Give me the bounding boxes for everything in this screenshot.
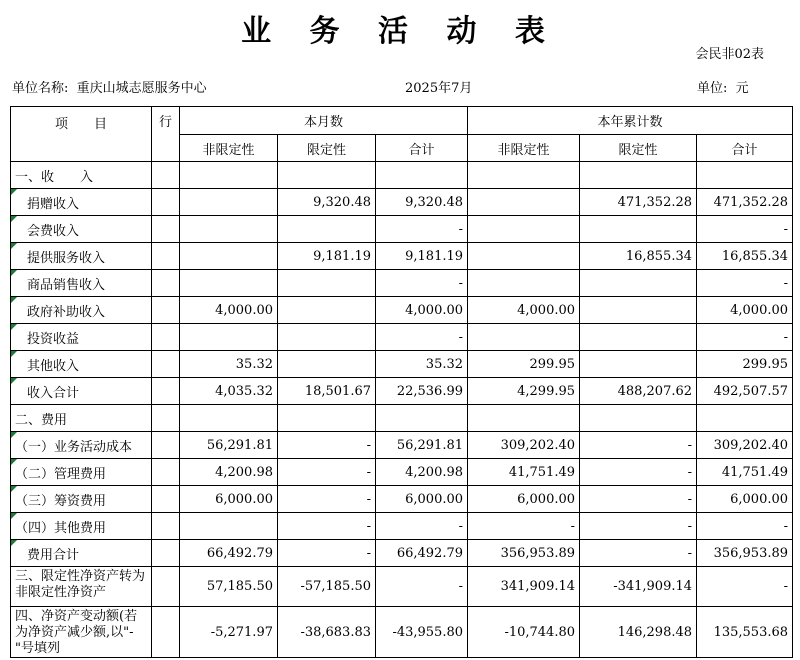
cell-cm-unrestricted xyxy=(180,324,278,351)
table-row xyxy=(11,567,793,607)
row-label: 一、收 入 xyxy=(11,162,152,189)
cell-cm-total: 4,200.98 xyxy=(376,459,468,486)
row-number-cell xyxy=(152,540,180,567)
cell-cm-unrestricted xyxy=(180,513,278,540)
cell-ytd-unrestricted: 341,909.14 xyxy=(468,567,580,607)
header-cm-unrestricted: 非限定性 xyxy=(180,135,278,162)
row-number-cell xyxy=(152,270,180,297)
table-row xyxy=(11,378,793,405)
cell-ytd-total: - xyxy=(697,324,793,351)
cell-cm-restricted: 18,501.67 xyxy=(278,378,376,405)
table-row xyxy=(11,540,793,567)
row-number-cell xyxy=(152,351,180,378)
cell-ytd-restricted: 16,855.34 xyxy=(580,243,697,270)
row-label: 捐赠收入 xyxy=(11,189,152,216)
cell-ytd-unrestricted xyxy=(468,216,580,243)
table-row xyxy=(11,189,793,216)
row-label: （四）其他费用 xyxy=(11,513,152,540)
cell-ytd-total: - xyxy=(697,216,793,243)
cell-cm-restricted xyxy=(278,405,376,432)
table-row xyxy=(11,270,793,297)
cell-ytd-unrestricted xyxy=(468,270,580,297)
cell-cm-unrestricted xyxy=(180,270,278,297)
cell-ytd-total: 16,855.34 xyxy=(697,243,793,270)
cell-cm-total: 9,320.48 xyxy=(376,189,468,216)
table-row xyxy=(11,432,793,459)
table-row xyxy=(11,216,793,243)
row-label: 二、费用 xyxy=(11,405,152,432)
cell-cm-total: 56,291.81 xyxy=(376,432,468,459)
row-number-cell xyxy=(152,216,180,243)
row-number-cell xyxy=(152,189,180,216)
cell-ytd-unrestricted: 6,000.00 xyxy=(468,486,580,513)
cell-cm-unrestricted: 57,185.50 xyxy=(180,567,278,607)
cell-cm-unrestricted: 56,291.81 xyxy=(180,432,278,459)
cell-ytd-total: 4,000.00 xyxy=(697,297,793,324)
unit-info xyxy=(697,77,749,96)
cell-cm-total: - xyxy=(376,270,468,297)
row-label: 收入合计 xyxy=(11,378,152,405)
cell-cm-unrestricted xyxy=(180,243,278,270)
cell-cm-unrestricted: 4,200.98 xyxy=(180,459,278,486)
form-code: 会民非02表 xyxy=(695,47,764,62)
cell-ytd-unrestricted xyxy=(468,324,580,351)
table-row xyxy=(11,513,793,540)
cell-cm-restricted: - xyxy=(278,432,376,459)
row-number-cell xyxy=(152,378,180,405)
row-number-cell xyxy=(152,162,180,189)
cell-ytd-total: 299.95 xyxy=(697,351,793,378)
cell-cm-total: 4,000.00 xyxy=(376,297,468,324)
cell-cm-restricted: -38,683.83 xyxy=(278,607,376,658)
report-title: 业 务 活 动 表 xyxy=(241,14,559,49)
cell-ytd-total: 41,751.49 xyxy=(697,459,793,486)
cell-cm-total: -43,955.80 xyxy=(376,607,468,658)
cell-cm-total: 22,536.99 xyxy=(376,378,468,405)
cell-ytd-restricted xyxy=(580,297,697,324)
cell-ytd-restricted xyxy=(580,324,697,351)
cell-cm-total: - xyxy=(376,216,468,243)
table-row xyxy=(11,607,793,658)
header-row-no: 行 xyxy=(152,107,180,162)
cell-cm-restricted: 9,181.19 xyxy=(278,243,376,270)
row-label: 会费收入 xyxy=(11,216,152,243)
row-label: 提供服务收入 xyxy=(11,243,152,270)
cell-cm-restricted xyxy=(278,351,376,378)
header-year-to-date: 本年累计数 xyxy=(468,107,793,135)
row-number-cell xyxy=(152,607,180,658)
cell-ytd-restricted xyxy=(580,216,697,243)
cell-ytd-unrestricted xyxy=(468,243,580,270)
row-label: 四、净资产变动额(若为净资产减少额,以"-"号填列 xyxy=(11,607,152,658)
row-number-cell xyxy=(152,567,180,607)
cell-ytd-restricted: - xyxy=(580,432,697,459)
cell-ytd-unrestricted xyxy=(468,162,580,189)
cell-ytd-restricted xyxy=(580,162,697,189)
cell-ytd-restricted: 146,298.48 xyxy=(580,607,697,658)
cell-cm-total: - xyxy=(376,567,468,607)
period: 2025年7月 xyxy=(405,81,473,96)
cell-ytd-total xyxy=(697,162,793,189)
row-label: 政府补助收入 xyxy=(11,297,152,324)
table-row xyxy=(11,351,793,378)
unit-label: 单位: xyxy=(697,81,728,96)
cell-cm-unrestricted: 66,492.79 xyxy=(180,540,278,567)
table-row xyxy=(11,162,793,189)
header-ytd-restricted: 限定性 xyxy=(580,135,697,162)
cell-ytd-unrestricted: -10,744.80 xyxy=(468,607,580,658)
cell-cm-unrestricted: 4,035.32 xyxy=(180,378,278,405)
cell-ytd-unrestricted: 4,000.00 xyxy=(468,297,580,324)
cell-ytd-unrestricted: 309,202.40 xyxy=(468,432,580,459)
cell-ytd-total: 492,507.57 xyxy=(697,378,793,405)
cell-cm-total xyxy=(376,162,468,189)
cell-cm-unrestricted: 35.32 xyxy=(180,351,278,378)
header-cm-restricted: 限定性 xyxy=(278,135,376,162)
cell-ytd-total: 135,553.68 xyxy=(697,607,793,658)
table-body xyxy=(11,162,793,658)
cell-ytd-unrestricted: 41,751.49 xyxy=(468,459,580,486)
cell-ytd-total: 471,352.28 xyxy=(697,189,793,216)
cell-cm-unrestricted xyxy=(180,162,278,189)
header-current-month: 本月数 xyxy=(180,107,468,135)
row-label: 其他收入 xyxy=(11,351,152,378)
cell-cm-restricted xyxy=(278,216,376,243)
cell-ytd-unrestricted: - xyxy=(468,513,580,540)
row-number-cell xyxy=(152,297,180,324)
org-name: 重庆山城志愿服务中心 xyxy=(76,81,207,96)
row-label: （一）业务活动成本 xyxy=(11,432,152,459)
row-number-cell xyxy=(152,459,180,486)
cell-cm-total: - xyxy=(376,324,468,351)
cell-cm-unrestricted: 6,000.00 xyxy=(180,486,278,513)
cell-ytd-restricted: 471,352.28 xyxy=(580,189,697,216)
activity-table xyxy=(10,106,793,658)
cell-ytd-total: - xyxy=(697,513,793,540)
cell-ytd-restricted: - xyxy=(580,513,697,540)
header-item: 项 目 xyxy=(11,107,152,162)
org-info xyxy=(12,77,207,96)
cell-ytd-unrestricted: 356,953.89 xyxy=(468,540,580,567)
cell-ytd-total: 309,202.40 xyxy=(697,432,793,459)
cell-ytd-restricted: -341,909.14 xyxy=(580,567,697,607)
table-row xyxy=(11,297,793,324)
cell-cm-total xyxy=(376,405,468,432)
cell-cm-unrestricted: 4,000.00 xyxy=(180,297,278,324)
cell-cm-restricted: - xyxy=(278,540,376,567)
cell-cm-restricted: 9,320.48 xyxy=(278,189,376,216)
row-number-cell xyxy=(152,432,180,459)
row-label: 三、限定性净资产转为非限定性净资产 xyxy=(11,567,152,607)
table-row xyxy=(11,243,793,270)
header-ytd-total: 合计 xyxy=(697,135,793,162)
cell-ytd-restricted: 488,207.62 xyxy=(580,378,697,405)
row-number-cell xyxy=(152,243,180,270)
cell-ytd-restricted xyxy=(580,405,697,432)
cell-cm-unrestricted: -5,271.97 xyxy=(180,607,278,658)
cell-cm-unrestricted xyxy=(180,405,278,432)
cell-cm-unrestricted xyxy=(180,189,278,216)
table-row xyxy=(11,486,793,513)
header-cm-total: 合计 xyxy=(376,135,468,162)
cell-cm-restricted xyxy=(278,297,376,324)
row-label: 投资收益 xyxy=(11,324,152,351)
cell-cm-restricted xyxy=(278,162,376,189)
cell-cm-total: 9,181.19 xyxy=(376,243,468,270)
cell-cm-restricted: - xyxy=(278,486,376,513)
cell-ytd-total: 6,000.00 xyxy=(697,486,793,513)
org-label: 单位名称: xyxy=(12,81,69,96)
cell-cm-total: 66,492.79 xyxy=(376,540,468,567)
row-label: （二）管理费用 xyxy=(11,459,152,486)
cell-ytd-total: 356,953.89 xyxy=(697,540,793,567)
cell-cm-total: - xyxy=(376,513,468,540)
cell-ytd-restricted xyxy=(580,270,697,297)
row-label: （三）筹资费用 xyxy=(11,486,152,513)
cell-ytd-total xyxy=(697,405,793,432)
row-number-cell xyxy=(152,486,180,513)
cell-ytd-unrestricted: 4,299.95 xyxy=(468,378,580,405)
row-number-cell xyxy=(152,324,180,351)
cell-ytd-restricted: - xyxy=(580,459,697,486)
row-number-cell xyxy=(152,405,180,432)
cell-ytd-unrestricted xyxy=(468,189,580,216)
row-label: 商品销售收入 xyxy=(11,270,152,297)
header-ytd-unrestricted: 非限定性 xyxy=(468,135,580,162)
cell-ytd-total: - xyxy=(697,567,793,607)
cell-ytd-restricted: - xyxy=(580,486,697,513)
cell-ytd-restricted xyxy=(580,351,697,378)
row-label: 费用合计 xyxy=(11,540,152,567)
table-row xyxy=(11,459,793,486)
cell-ytd-unrestricted xyxy=(468,405,580,432)
cell-cm-total: 6,000.00 xyxy=(376,486,468,513)
cell-cm-restricted: -57,185.50 xyxy=(278,567,376,607)
cell-cm-total: 35.32 xyxy=(376,351,468,378)
cell-cm-restricted xyxy=(278,270,376,297)
cell-cm-restricted xyxy=(278,324,376,351)
table-row xyxy=(11,405,793,432)
table-row xyxy=(11,324,793,351)
cell-ytd-total: - xyxy=(697,270,793,297)
cell-cm-restricted: - xyxy=(278,459,376,486)
row-number-cell xyxy=(152,513,180,540)
unit-value: 元 xyxy=(735,81,749,96)
cell-cm-unrestricted xyxy=(180,216,278,243)
cell-ytd-unrestricted: 299.95 xyxy=(468,351,580,378)
cell-ytd-restricted: - xyxy=(580,540,697,567)
cell-cm-restricted: - xyxy=(278,513,376,540)
